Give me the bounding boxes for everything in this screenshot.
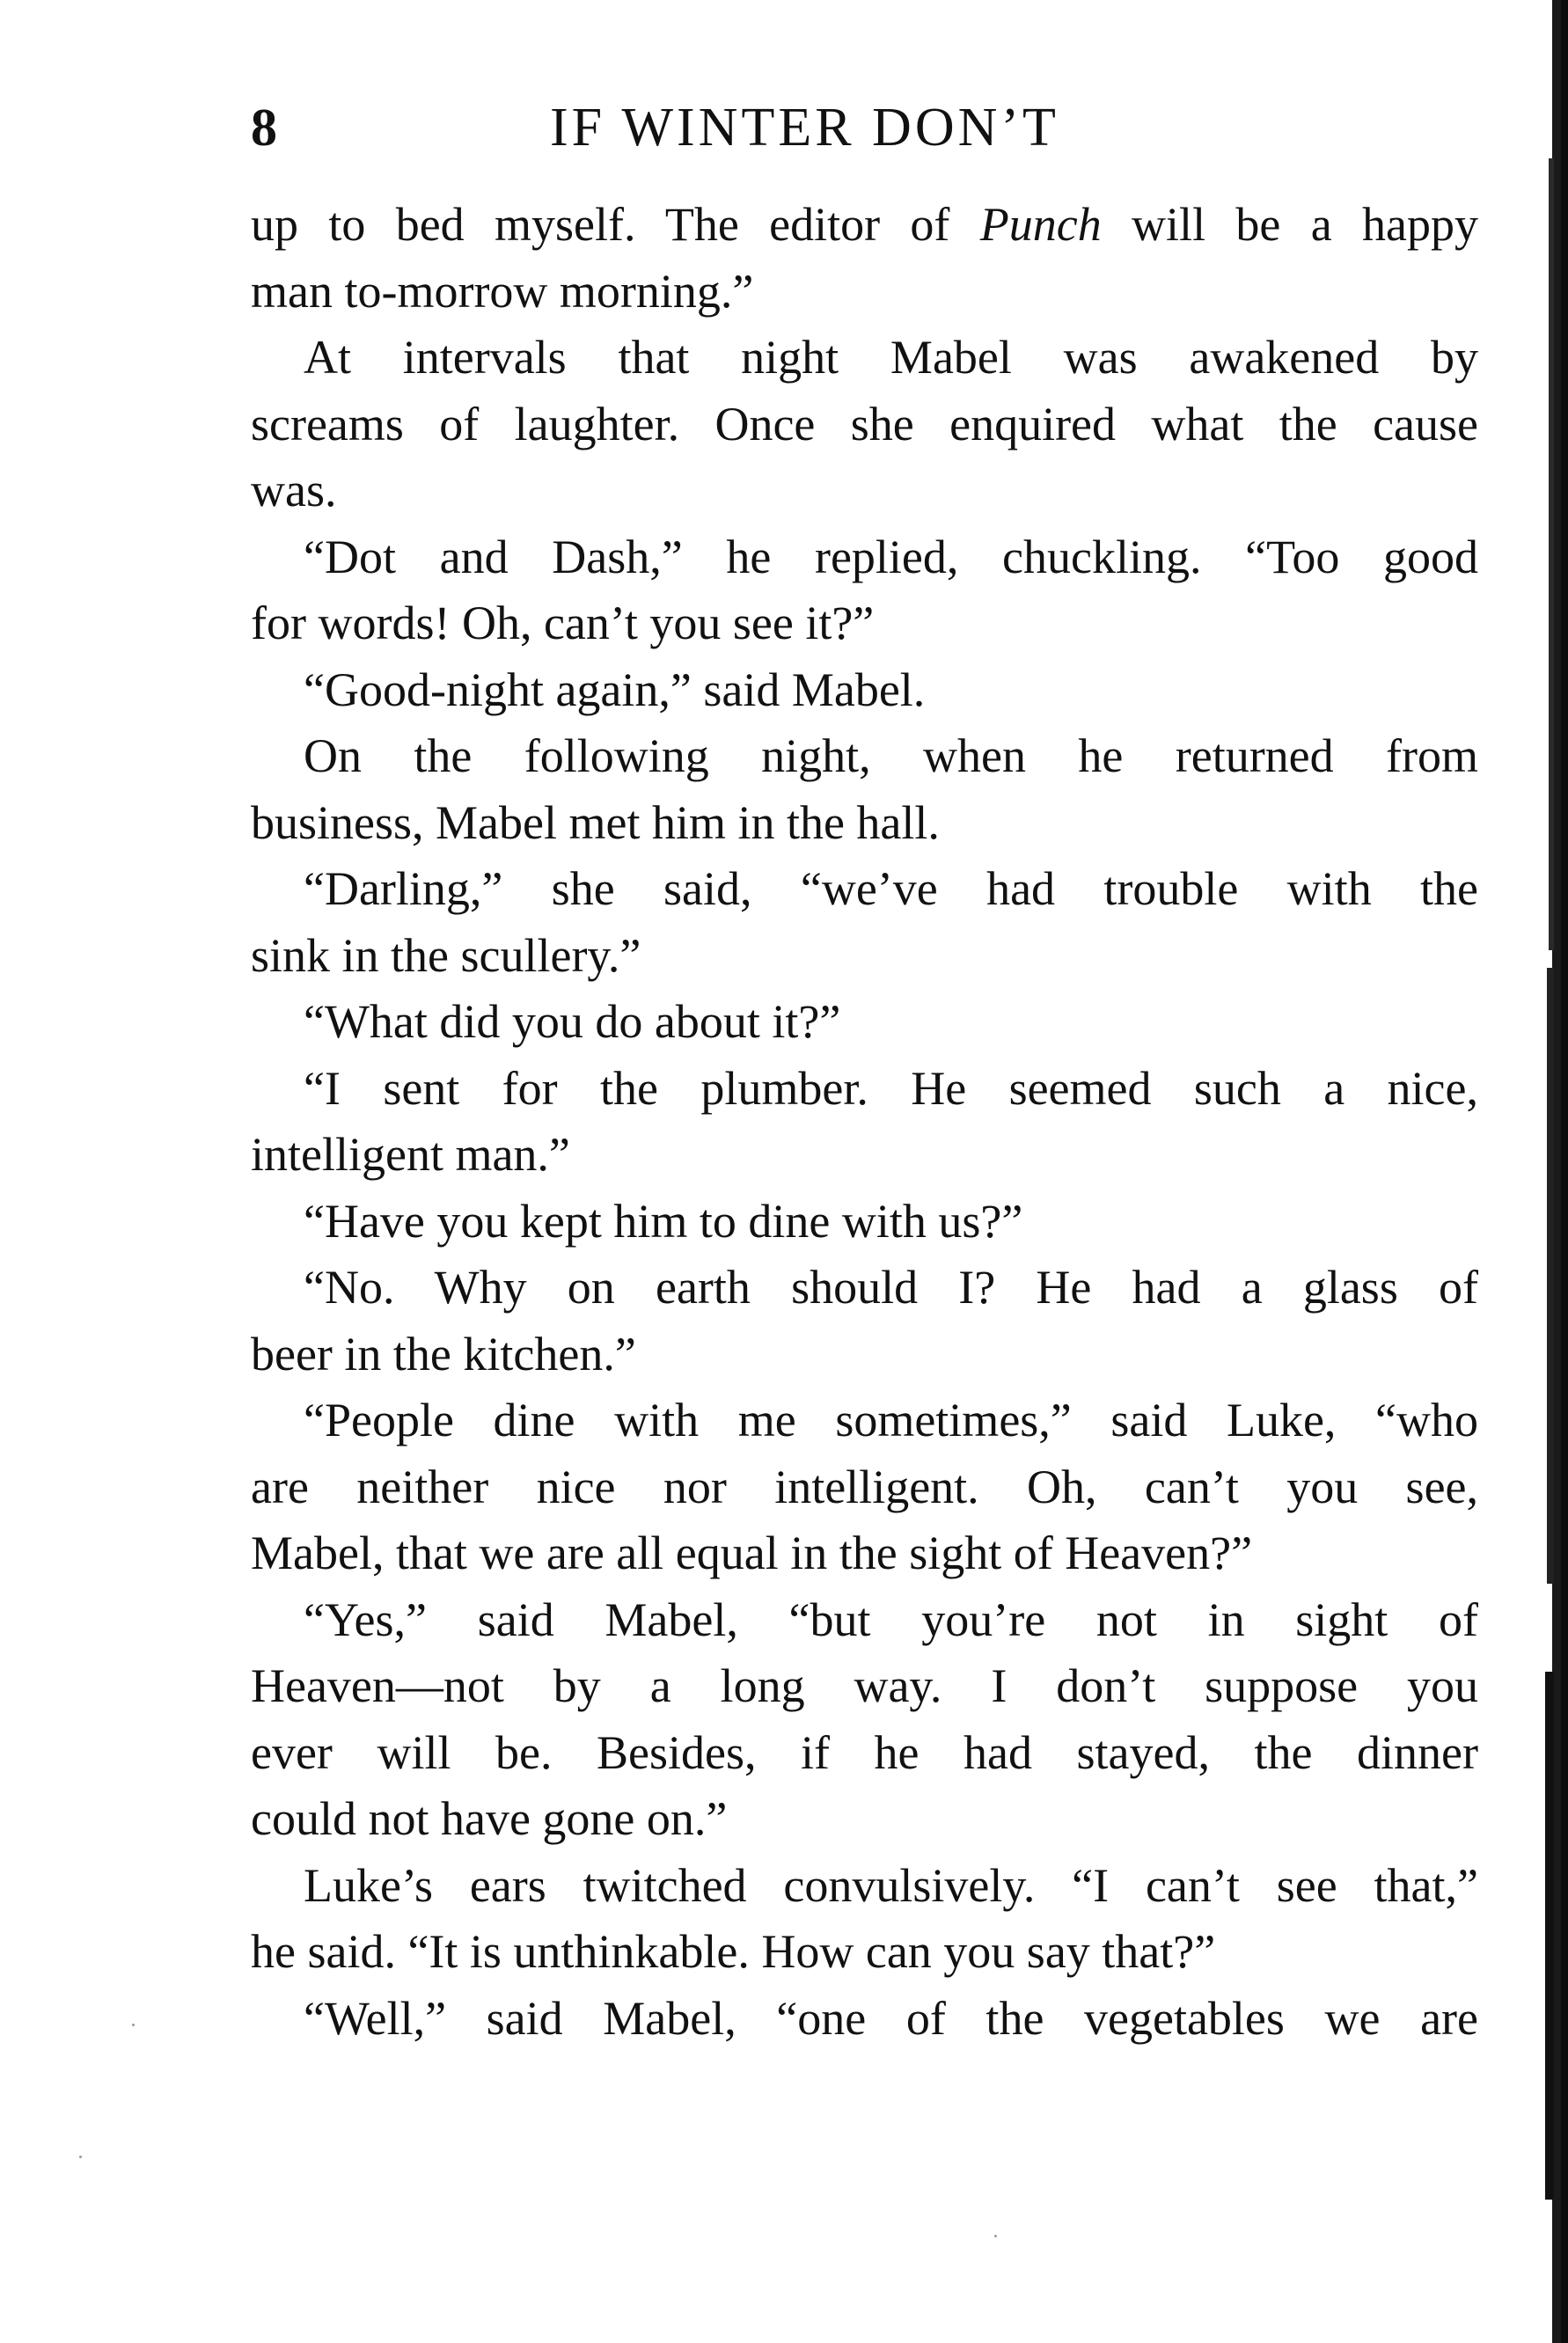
text-line: “People dine with me sometimes,” said Luke, “who xyxy=(304,1394,1478,1446)
text-line: “Good-night again,” said Mabel. xyxy=(304,663,926,716)
page-binding-edge xyxy=(1531,0,1568,2343)
text-line: intelligent man.” xyxy=(251,1128,570,1181)
text-line: “No. Why on earth should I? He had a glass of xyxy=(304,1261,1478,1314)
text-line: On the following night, when he returned from xyxy=(304,729,1478,782)
text-line: “I sent for the plumber. He seemed such a nice, xyxy=(304,1061,1478,1115)
text-line: Luke’s ears twitched convulsively. “I can’t see that,” xyxy=(304,1858,1478,1912)
page-header xyxy=(251,88,1478,167)
text-line: man to-morrow morning.” xyxy=(251,264,754,318)
text-line: At intervals that night Mabel was awakened by xyxy=(304,331,1478,384)
text-line: “Darling,” she said, “we’ve had trouble with the xyxy=(304,862,1478,915)
text-line: “What did you do about it?” xyxy=(304,995,841,1048)
text-line: “Have you kept him to dine with us?” xyxy=(304,1194,1023,1248)
page-number: 8 xyxy=(251,99,277,157)
paper-speck xyxy=(994,2235,997,2237)
text-line: Mabel, that we are all equal in the sight of Heaven?” xyxy=(251,1527,1253,1579)
text-line: are neither nice nor intelligent. Oh, can’t you see, xyxy=(251,1460,1478,1513)
text-line: sink in the scullery.” xyxy=(251,928,641,982)
text-line: he said. “It is unthinkable. How can you say that?” xyxy=(251,1925,1216,1978)
text-line: was. xyxy=(251,464,337,516)
text-line: could not have gone on.” xyxy=(251,1792,728,1845)
paper-speck xyxy=(132,2024,135,2026)
paper-speck xyxy=(79,2156,82,2158)
running-head: IF WINTER DON’T xyxy=(550,98,1059,157)
text-line: Heaven—not by a long way. I don’t suppose you xyxy=(251,1659,1478,1712)
text-line: screams of laughter. Once she enquired what the cause xyxy=(251,397,1478,450)
text-line: ever will be. Besides, if he had stayed, the dinner xyxy=(251,1725,1478,1779)
text-line: “Dot and Dash,” he replied, chuckling. “Too good xyxy=(304,530,1478,583)
text-line: “Well,” said Mabel, “one of the vegetables we are xyxy=(304,1991,1478,2045)
text-line: for words! Oh, can’t you see it?” xyxy=(251,597,875,649)
text-line: “Yes,” said Mabel, “but you’re not in sight of xyxy=(304,1593,1478,1646)
body-text xyxy=(251,192,1478,2052)
text-line: up to bed myself. The editor of Punch will be a happy xyxy=(251,198,1478,251)
text-line: business, Mabel met him in the hall. xyxy=(251,795,940,849)
text-line: beer in the kitchen.” xyxy=(251,1327,636,1380)
